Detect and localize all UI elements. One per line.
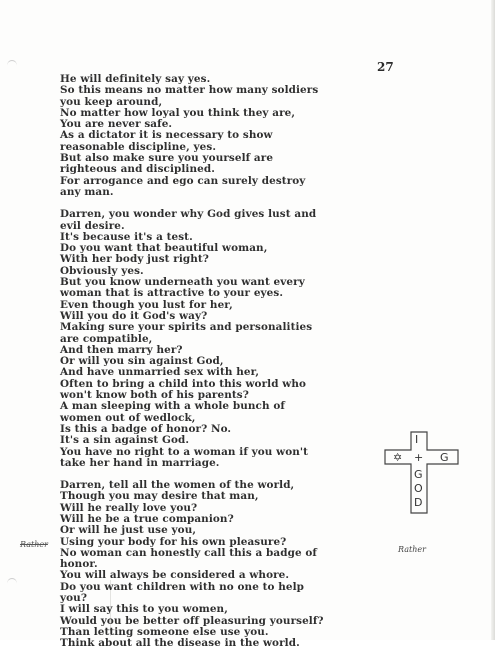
text-line: A man sleeping with a whole bunch of [60, 400, 285, 413]
text-line: Using your body for his own pleasure? [60, 535, 287, 548]
text-line: Or will you sin against God, [60, 355, 224, 368]
page-edge [491, 0, 495, 640]
text-line: won't know both of his parents? [60, 389, 249, 402]
text-line: Darren, you wonder why God gives lust and [60, 208, 317, 221]
text-line: you keep around, [60, 95, 163, 108]
text-line: Is this a badge of honor? No. [60, 422, 232, 435]
hand-drawn-cross [383, 430, 463, 515]
text-line: Or will he just use you, [60, 524, 197, 537]
text-line: Making sure your spirits and personalities [60, 321, 313, 334]
star-of-david-icon: ✡ [393, 451, 403, 464]
text-line: you? [60, 592, 88, 605]
margin-handwritten-note: Rather [398, 545, 426, 554]
text-line: Think about all the disease in the world. [60, 637, 300, 650]
text-line: No woman can honestly call this a badge of [60, 546, 317, 559]
text-line: You will always be considered a whore. [60, 569, 290, 582]
text-line: No matter how loyal you think they are, [60, 106, 296, 119]
text-line: Will he be a true companion? [60, 512, 234, 525]
text-line: are compatible, [60, 332, 153, 345]
text-line: Darren, tell all the women of the world, [60, 479, 295, 492]
text-line: righteous and disciplined. [60, 163, 215, 176]
text-line: It's a sin against God. [60, 434, 190, 447]
punch-hole-mark [7, 60, 17, 71]
text-line: As a dictator it is necessary to show [60, 129, 273, 142]
text-line: For arrogance and ego can surely destroy [60, 174, 306, 187]
text-line: Would you be better off pleasuring yourself? [60, 614, 324, 627]
cross-letter: + [414, 451, 424, 464]
text-line: woman that is attractive to your eyes. [60, 287, 284, 300]
cross-letter: G [414, 468, 423, 481]
text-line: And have unmarried sex with her, [60, 366, 260, 379]
struck-handwritten-word: Rather [20, 540, 48, 549]
text-line: You have no right to a woman if you won't [60, 445, 309, 458]
text-line: I will say this to you women, [60, 603, 228, 616]
text-line: And then marry her? [60, 343, 183, 356]
text-line: With her body just right? [60, 253, 209, 266]
text-line: reasonable discipline, yes. [60, 140, 217, 153]
text-line: Though you may desire that man, [60, 490, 259, 503]
text-line: take her hand in marriage. [60, 456, 220, 469]
text-line: Do you want children with no one to help [60, 580, 305, 593]
text-line: evil desire. [60, 219, 125, 232]
cross-letter: O [414, 482, 423, 495]
text-line: Will you do it God's way? [60, 309, 208, 322]
text-line: Will he really love you? [60, 501, 198, 514]
text-line: It's because it's a test. [60, 230, 193, 243]
cross-letter: G [440, 451, 449, 464]
text-line: Do you want that beautiful woman, [60, 242, 268, 255]
text-line: Obviously yes. [60, 264, 144, 277]
cross-outline-icon [383, 430, 463, 515]
text-line: honor. [60, 558, 98, 571]
text-line: But you know underneath you want every [60, 276, 305, 289]
text-line: Than letting someone else use you. [60, 625, 269, 638]
poem-text [60, 73, 423, 650]
text-line: Even though you lust for her, [60, 298, 233, 311]
text-line: But also make sure you yourself are [60, 152, 274, 165]
text-line: Often to bring a child into this world who [60, 377, 307, 390]
page-number: 27 [377, 60, 394, 74]
cross-letter: I [415, 433, 419, 446]
punch-hole-mark [7, 578, 17, 589]
text-line: He will definitely say yes. [60, 73, 211, 85]
text-line: any man. [60, 185, 114, 198]
text-line: So this means no matter how many soldiers [60, 84, 319, 97]
text-line: You are never safe. [60, 118, 173, 131]
cross-letter: D [414, 496, 423, 509]
text-line: women out of wedlock, [60, 411, 196, 424]
